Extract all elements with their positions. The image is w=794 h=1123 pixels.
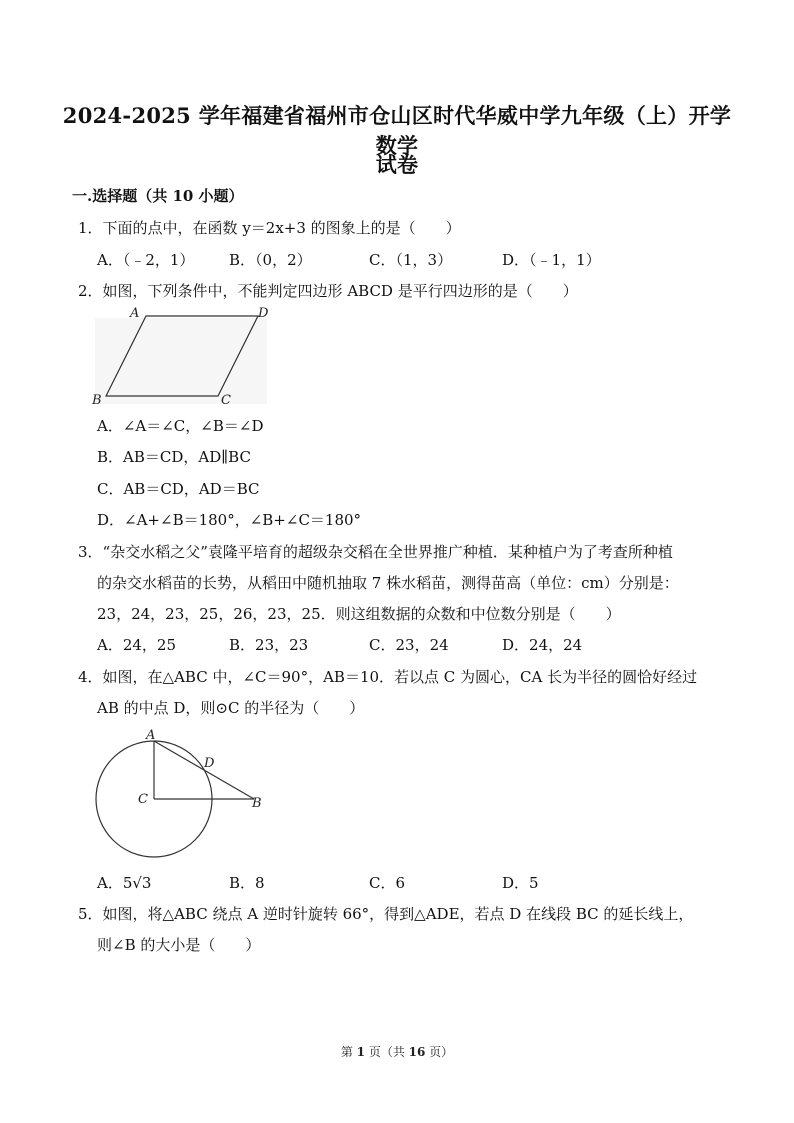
q4-option-b: B．8 <box>229 874 265 892</box>
q2-option-a: A．∠A＝∠C，∠B＝∠D <box>97 417 264 435</box>
footer-page-number: 1 <box>356 1045 365 1059</box>
q3-stem-line2: 的杂交水稻苗的长势，从稻田中随机抽取 7 株水稻苗，测得苗高（单位：cm）分别是： <box>97 574 679 592</box>
q4-option-d: D．5 <box>502 874 539 892</box>
q3-option-b: B．23，23 <box>229 636 309 654</box>
q4-option-a: A．5√3 <box>97 874 152 892</box>
footer-total-pages: 16 <box>408 1045 426 1059</box>
q4-label-d: D <box>204 756 215 771</box>
q2-label-d: D <box>258 306 269 321</box>
q3-stem-line1: 3．“杂交水稻之父”袁隆平培育的超级杂交稻在全世界推广种植．某种植户为了考查所种植 <box>78 543 673 561</box>
q2-label-b: B <box>92 393 102 408</box>
q4-stem-line1: 4．如图，在△ABC 中，∠C＝90°，AB＝10．若以点 C 为圆心，CA 长为半径的圆恰好经过 <box>78 668 698 686</box>
q2-option-c: C．AB＝CD，AD＝BC <box>97 480 260 498</box>
q5-stem-line2: 则∠B 的大小是（ ） <box>97 936 261 954</box>
q1-stem: 1．下面的点中，在函数 y＝2x+3 的图象上的是（ ） <box>78 219 461 237</box>
q4-circle-figure <box>88 722 278 862</box>
q3-stem-line3: 23，24，23，25，26，23，25．则这组数据的众数和中位数分别是（ ） <box>97 605 621 623</box>
q4-option-c: C．6 <box>369 874 406 892</box>
footer-middle: 页（共 <box>365 1045 409 1059</box>
q2-stem: 2．如图，下列条件中，不能判定四边形 ABCD 是平行四边形的是（ ） <box>78 282 578 300</box>
q4-stem-line2: AB 的中点 D，则⊙C 的半径为（ ） <box>97 699 365 717</box>
q2-option-b: B．AB＝CD，AD∥BC <box>97 448 251 466</box>
q3-option-a: A．24，25 <box>97 636 177 654</box>
q1-option-d: D．（﹣1，1） <box>502 251 601 269</box>
q2-figure-background <box>95 318 267 404</box>
q3-option-d: D．24，24 <box>502 636 583 654</box>
q2-label-a: A <box>130 306 140 321</box>
exam-title-line2: 试卷 <box>375 152 419 177</box>
footer-suffix: 页） <box>425 1045 454 1059</box>
footer-prefix: 第 <box>340 1045 357 1059</box>
q2-label-c: C <box>221 393 231 408</box>
q4-label-c: C <box>138 792 148 807</box>
q5-stem-line1: 5．如图，将△ABC 绕点 A 逆时针旋转 66°，得到△ADE，若点 D 在线段 BC 的延长线上， <box>78 905 694 923</box>
page-footer <box>0 1043 794 1060</box>
q3-option-c: C．23，24 <box>369 636 449 654</box>
q2-parallelogram-figure <box>90 302 275 408</box>
q1-option-c: C．（1，3） <box>369 251 453 269</box>
q1-option-a: A．（﹣2，1） <box>97 251 195 269</box>
q2-option-d: D．∠A+∠B＝180°，∠B+∠C＝180° <box>97 511 362 529</box>
exam-title-line1: 2024-2025 学年福建省福州市仓山区时代华威中学九年级（上）开学数学 <box>62 103 732 158</box>
section-heading: 一.选择题（共 10 小题） <box>72 187 244 205</box>
q4-label-b: B <box>252 796 262 811</box>
q4-label-a: A <box>146 728 156 743</box>
q1-option-b: B．（0，2） <box>229 251 312 269</box>
